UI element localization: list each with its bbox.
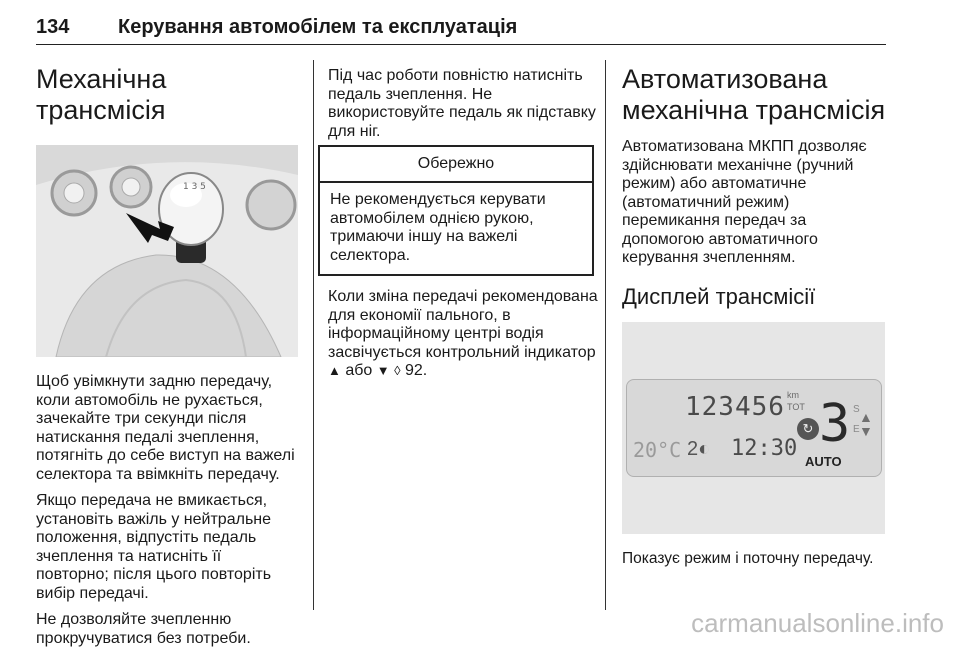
gear-shift-image	[36, 145, 298, 357]
page-reference-icon: ◊	[394, 363, 401, 378]
page-header	[36, 14, 886, 45]
auto-mode-label: AUTO	[805, 453, 842, 469]
unit-tot: TOT	[787, 401, 805, 412]
section-heading: Механічна трансмісія	[36, 64, 167, 125]
temperature-readout: 20°C	[633, 437, 682, 462]
page-header-title: Керування автомобілем та експлуатація	[118, 16, 518, 38]
display-panel	[626, 379, 882, 477]
caution-title: Обережно	[320, 147, 592, 183]
section-heading-amt: Автоматизована механічна трансмісія	[622, 64, 886, 125]
subheading-transmission-display: Дисплей трансмісії	[622, 283, 816, 309]
column-right	[622, 64, 887, 576]
mode-icon: ↻	[797, 418, 819, 440]
display-caption: Показує режим і поточну передачу.	[622, 549, 874, 567]
shift-down-icon: ▼	[376, 363, 390, 378]
shift-up-icon: ▲	[328, 363, 341, 378]
clock-readout: 12:30	[731, 435, 798, 461]
gear-indicator: 3	[819, 393, 851, 454]
gear-lever-illustration	[36, 145, 298, 357]
caution-text: Не рекомендується керувати автомобілем однією рукою, тримаючи іншу на важелі селектора.	[330, 191, 546, 264]
caution-box	[318, 145, 594, 276]
column-middle	[328, 67, 598, 149]
column-left	[36, 64, 298, 656]
paragraph-reverse-gear: Щоб увімкнути задню передачу, коли автомобіль не рухається, зачекайте три секунди після натискання педалі зчеплення, потягніть до себе виступ на важелі селектора та ввімкніть передачу.	[36, 373, 295, 483]
or-word: або	[345, 362, 373, 379]
paragraph-clutch-pedal: Під час роботи повністю натисніть педаль зчеплення. Не використовуйте педаль як підставку для ніг.	[328, 67, 596, 140]
side-label-e: E	[853, 423, 860, 435]
paragraph-clutch-slip: Не дозволяйте зчепленню прокручуватися без потреби.	[36, 611, 251, 647]
column-divider	[313, 60, 314, 610]
transmission-display-illustration	[622, 322, 885, 534]
fuel-level-icon: 2◐	[687, 437, 711, 460]
page-number: 134	[36, 16, 70, 38]
paragraph-gear-not-engaging: Якщо передача не вмикається, установіть важіль у нейтральне положення, відпустіть педаль зчеплення та натисніть її повторно; після цього повторіть вибір передачі.	[36, 492, 272, 602]
odometer-readout: 123456	[685, 391, 785, 422]
shift-arrows-icon: ▲ ▼	[859, 408, 873, 439]
page-reference: 92.	[404, 362, 428, 379]
shift-indicator-text	[328, 288, 598, 389]
column-divider-2	[605, 60, 606, 610]
paragraph-shift-recommendation: Коли зміна передачі рекомендована для економії пального, в інформаційному центрі водія засвічується контрольний індикатор	[328, 288, 598, 361]
paragraph-amt-description: Автоматизована МКПП дозволяє здійснювати механічне (ручний режим) або автоматичне (автоматичний режим) перемикання передач за допомогою автоматичного керування зчепленням.	[622, 138, 867, 266]
unit-km: km	[787, 389, 799, 400]
side-label-s: S	[853, 403, 860, 415]
svg-text:1 3 5: 1 3 5	[183, 182, 206, 192]
watermark: carmanualsonline.info	[691, 608, 944, 638]
